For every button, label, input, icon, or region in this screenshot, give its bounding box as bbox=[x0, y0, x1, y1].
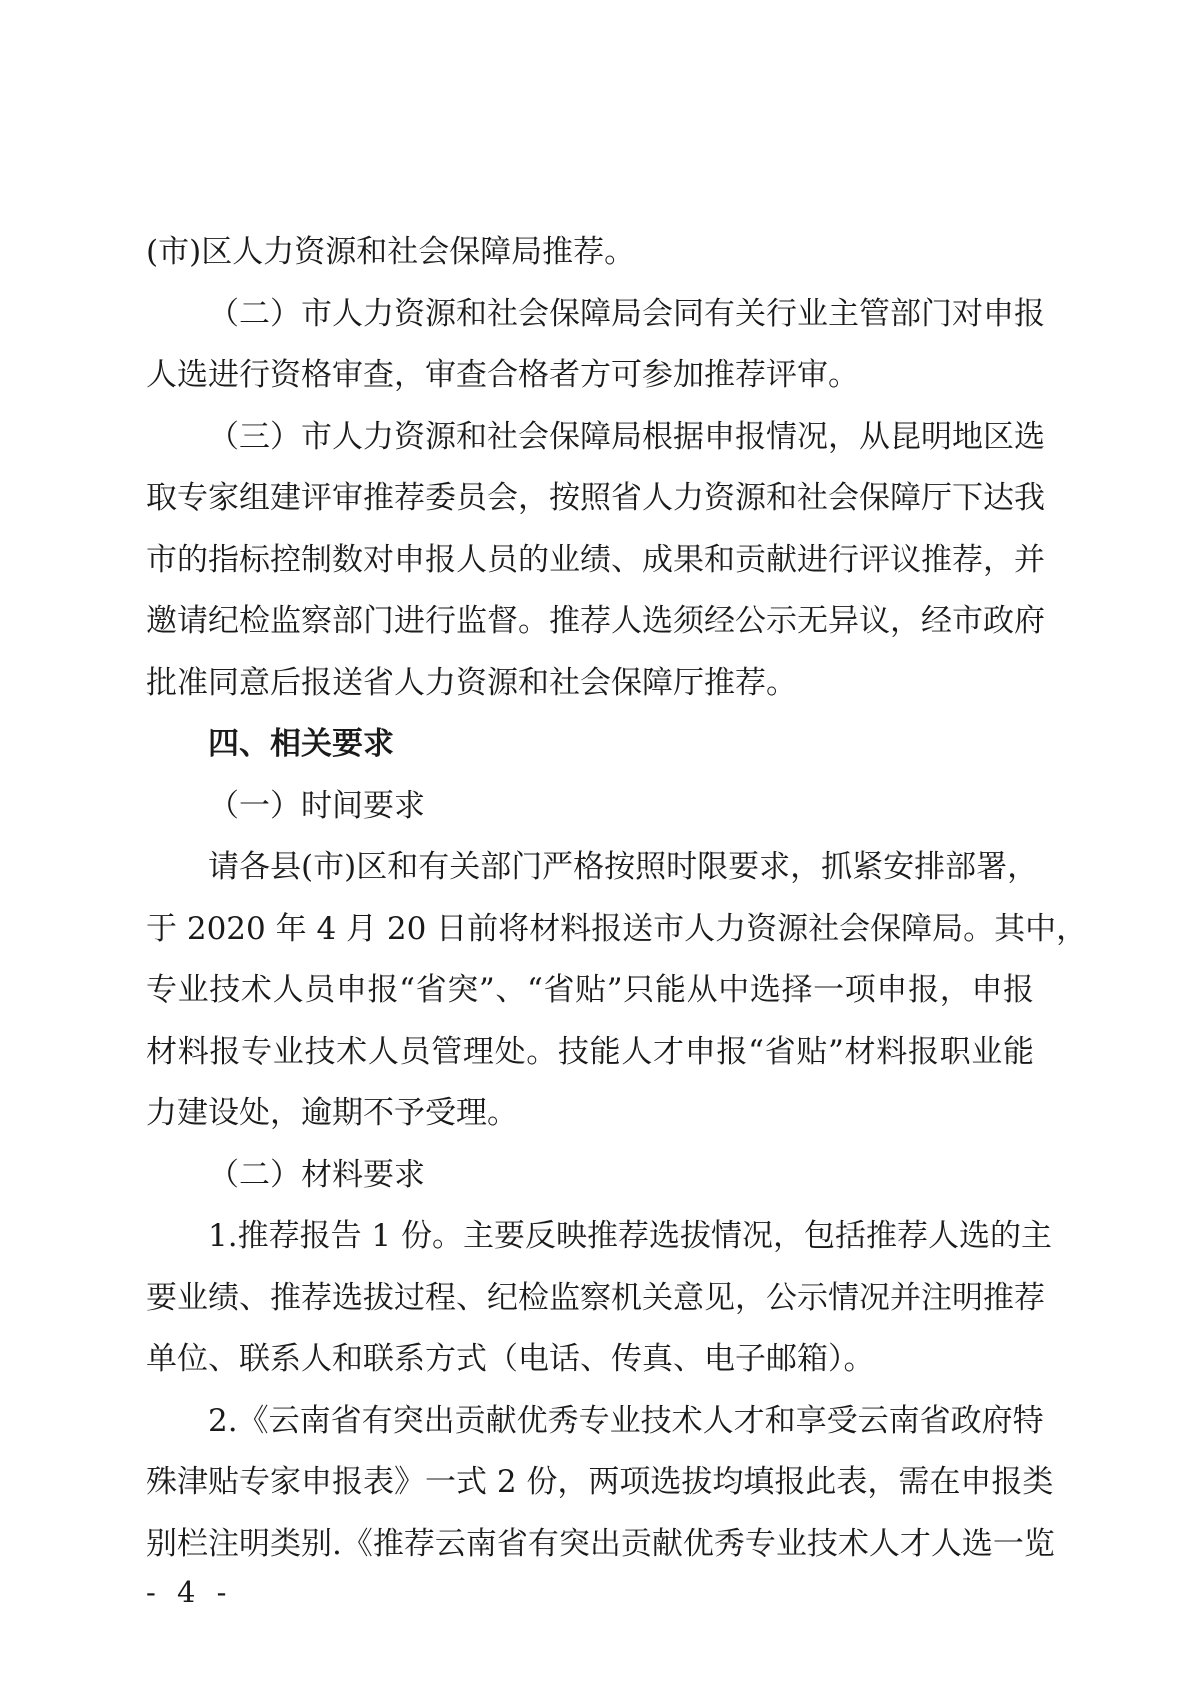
text-line: （二）市人力资源和社会保障局会同有关行业主管部门对申报 bbox=[208, 295, 1045, 332]
text-line: 2.《云南省有突出贡献优秀专业技术人才和享受云南省政府特 bbox=[208, 1402, 1044, 1439]
text-line: (市)区人力资源和社会保障局推荐。 bbox=[146, 234, 636, 270]
text-line: （三）市人力资源和社会保障局根据申报情况，从昆明地区选 bbox=[208, 418, 1045, 455]
subsection-heading: （二）材料要求 bbox=[208, 1156, 425, 1193]
section-heading: 四、相关要求 bbox=[208, 726, 394, 762]
text-line: 材料报专业技术人员管理处。技能人才申报“省贴”材料报职业能 bbox=[146, 1033, 1034, 1070]
text-line: 邀请纪检监察部门进行监督。推荐人选须经公示无异议，经市政府 bbox=[146, 603, 1045, 639]
subsection-heading: （一）时间要求 bbox=[208, 787, 425, 824]
text-line: 力建设处，逾期不予受理。 bbox=[146, 1095, 518, 1131]
text-line: 请各县(市)区和有关部门严格按照时限要求，抓紧安排部署， bbox=[208, 849, 1039, 885]
body-text bbox=[146, 222, 1088, 1575]
text-line: 取专家组建评审推荐委员会，按照省人力资源和社会保障厅下达我 bbox=[146, 480, 1045, 516]
text-line: 人选进行资格审查，审查合格者方可参加推荐评审。 bbox=[146, 357, 859, 393]
text-line: 市的指标控制数对申报人员的业绩、成果和贡献进行评议推荐，并 bbox=[146, 541, 1045, 578]
text-line: 殊津贴专家申报表》一式 2 份，两项选拔均填报此表，需在申报类 bbox=[146, 1464, 1054, 1500]
page-number: - 4 - bbox=[146, 1575, 233, 1609]
text-line: 批准同意后报送省人力资源和社会保障厅推荐。 bbox=[146, 664, 797, 701]
text-line: 专业技术人员申报“省突”、“省贴”只能从中选择一项申报，申报 bbox=[146, 972, 1034, 1008]
text-line: 于 2020 年 4 月 20 日前将材料报送市人力资源社会保障局。其中， bbox=[146, 910, 1088, 947]
text-line: 要业绩、推荐选拔过程、纪检监察机关意见，公示情况并注明推荐 bbox=[146, 1279, 1045, 1316]
text-line: 单位、联系人和联系方式（电话、传真、电子邮箱）。 bbox=[146, 1341, 875, 1377]
text-line: 别栏注明类别.《推荐云南省有突出贡献优秀专业技术人才人选一览 bbox=[146, 1525, 1055, 1562]
text-line: 1.推荐报告 1 份。主要反映推荐选拔情况，包括推荐人选的主 bbox=[208, 1218, 1053, 1254]
